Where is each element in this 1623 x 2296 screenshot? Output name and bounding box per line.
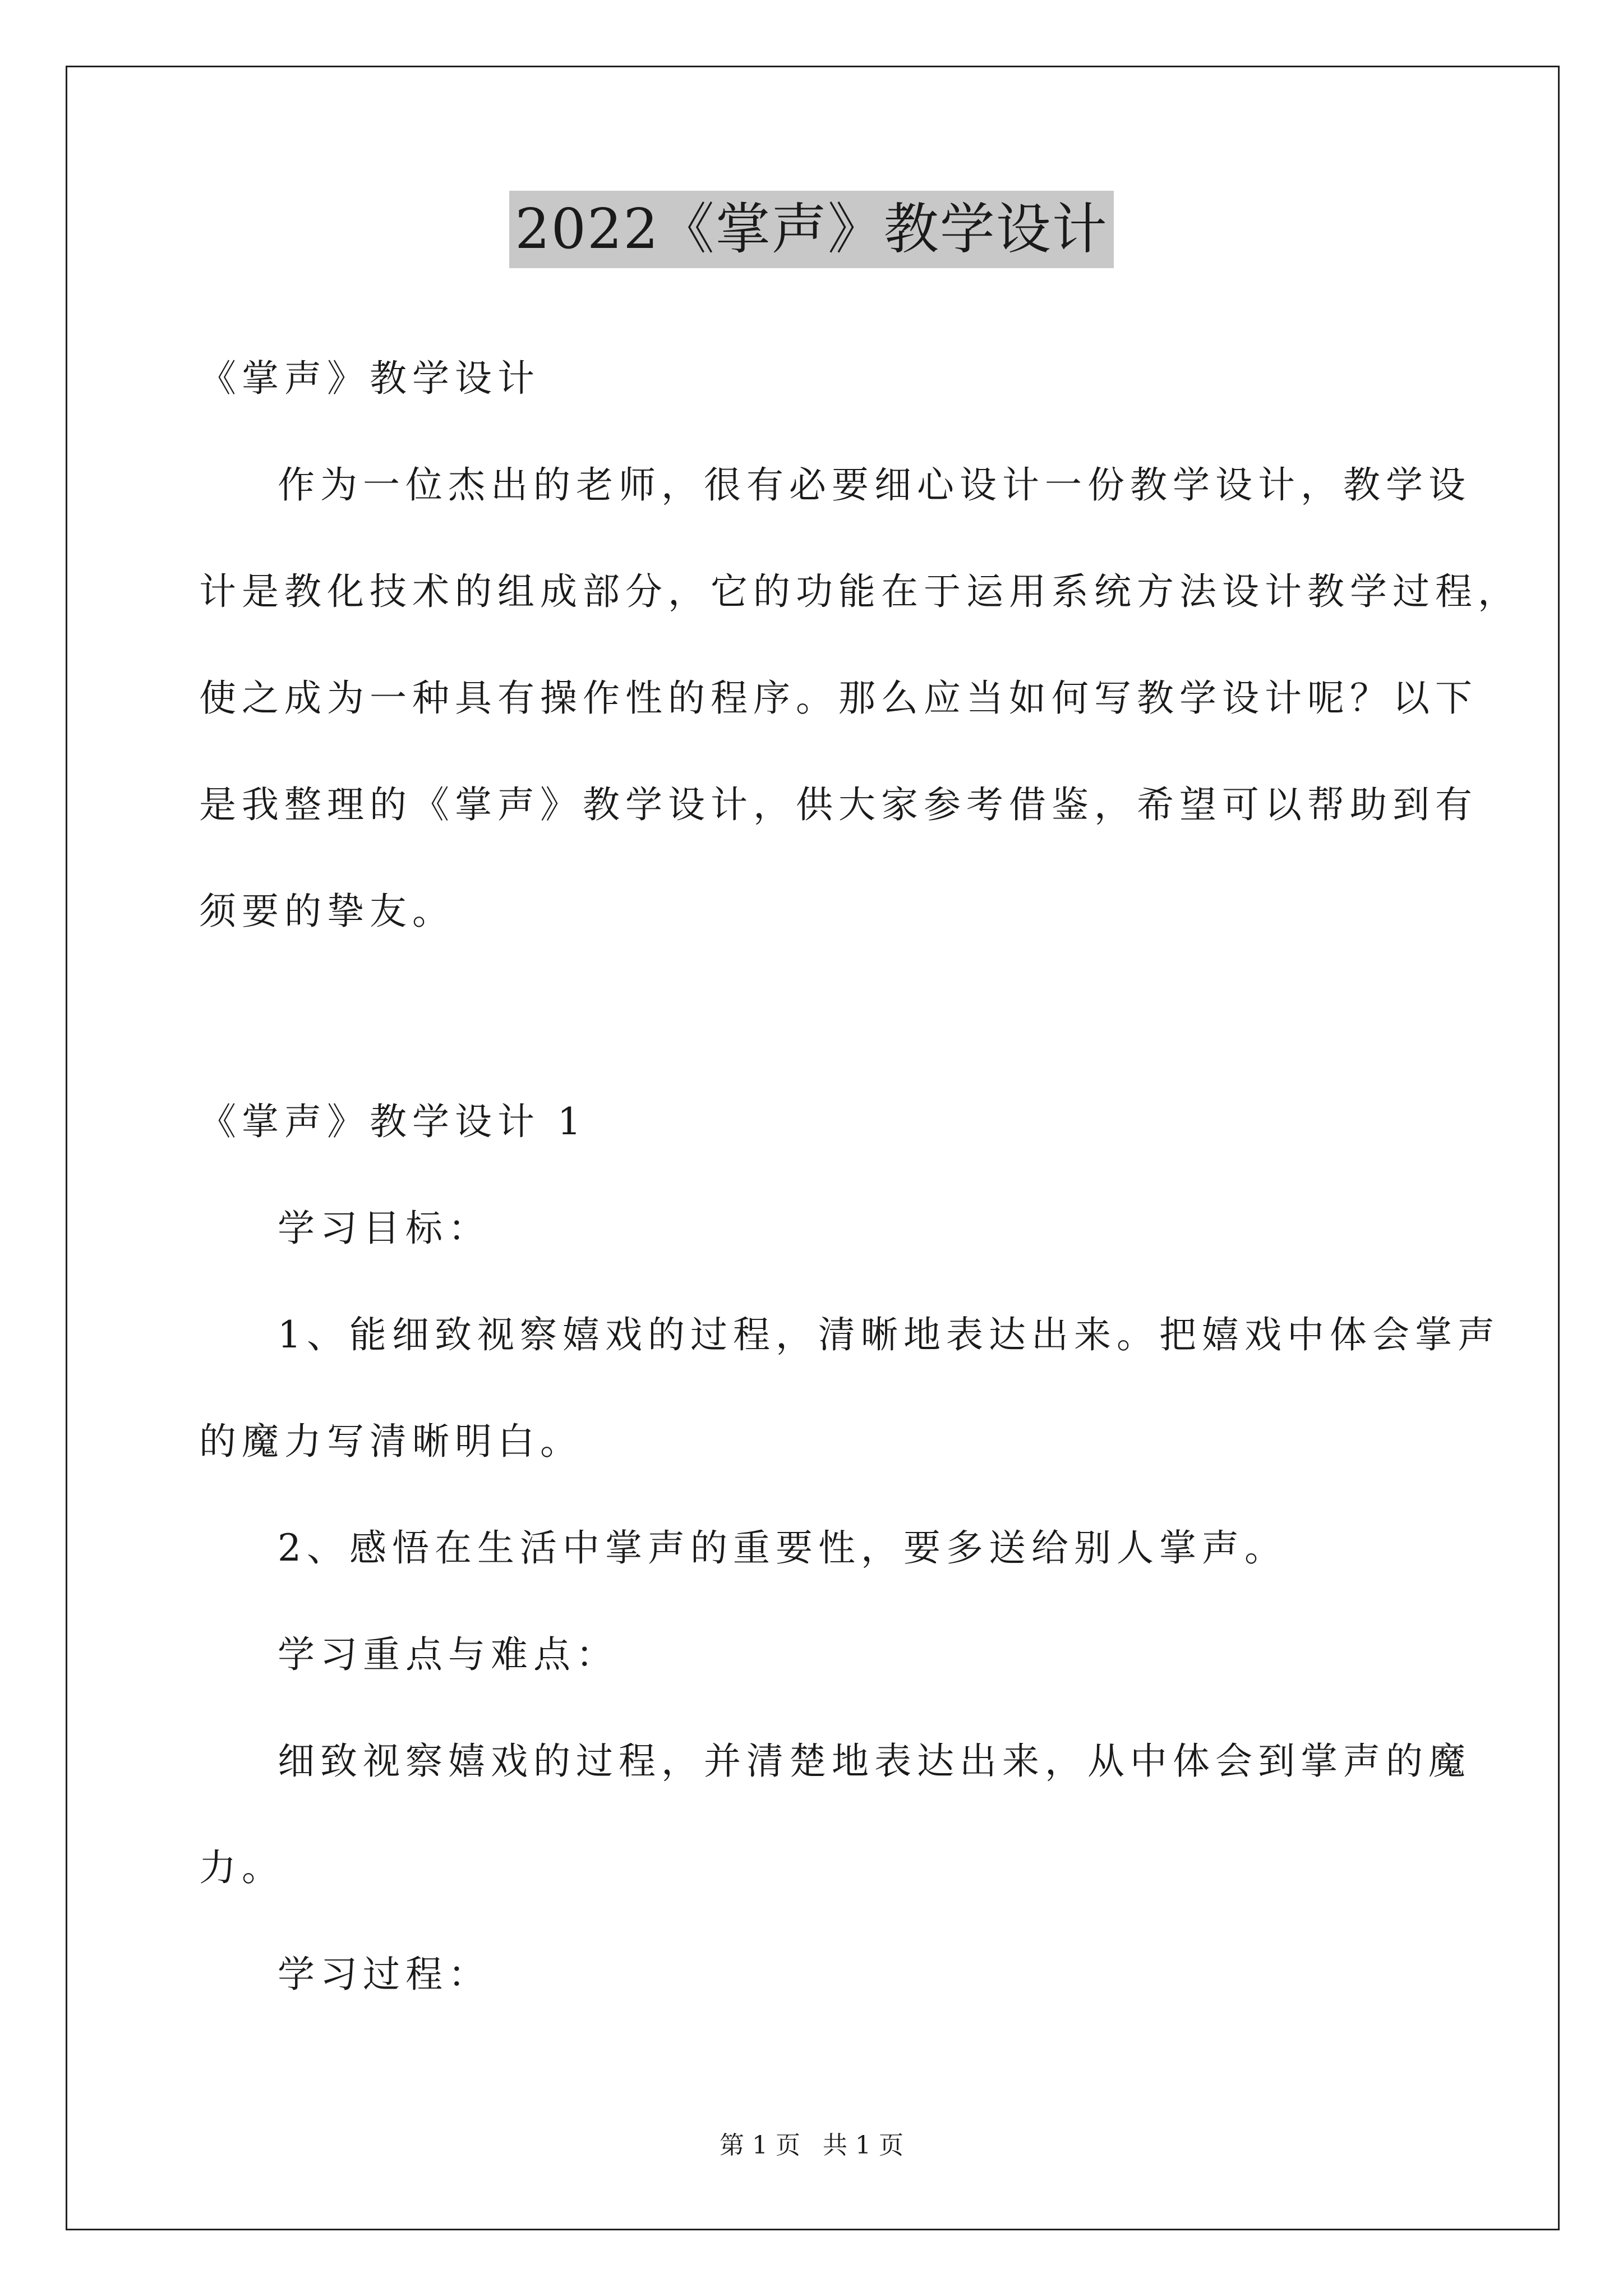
page-total: 共 1 页	[823, 2131, 903, 2160]
intro-line: 使之成为一种具有操作性的程序。那么应当如何写教学设计呢？以下	[199, 677, 1478, 720]
keypoints-line: 力。	[199, 1846, 284, 1889]
keypoints-label: 学习重点与难点：	[278, 1633, 619, 1676]
process-label: 学习过程：	[278, 1953, 491, 1996]
document-title: 2022《掌声》教学设计	[509, 191, 1113, 268]
intro-line: 须要的挚友。	[199, 890, 455, 933]
section-heading: 《掌声》教学设计 1	[199, 1100, 587, 1143]
intro-line: 计是教化技术的组成部分，它的功能在于运用系统方法设计教学过程，	[199, 570, 1520, 613]
keypoints-line: 细致视察嬉戏的过程，并清楚地表达出来，从中体会到掌声的魔	[278, 1740, 1471, 1783]
page-footer	[0, 2129, 1623, 2162]
intro-line: 是我整理的《掌声》教学设计，供大家参考借鉴，希望可以帮助到有	[199, 783, 1478, 826]
goal-line: 的魔力写清晰明白。	[199, 1420, 583, 1463]
goals-label: 学习目标：	[278, 1207, 491, 1250]
goal-line: 1、能细致视察嬉戏的过程，清晰地表达出来。把嬉戏中体会掌声	[278, 1313, 1500, 1356]
goal-line: 2、感悟在生活中掌声的重要性，要多送给别人掌声。	[278, 1526, 1287, 1570]
subtitle: 《掌声》教学设计	[199, 357, 540, 400]
title-container	[0, 191, 1623, 268]
page-number: 第 1 页	[720, 2131, 800, 2160]
intro-line: 作为一位杰出的老师，很有必要细心设计一份教学设计，教学设	[278, 463, 1471, 507]
